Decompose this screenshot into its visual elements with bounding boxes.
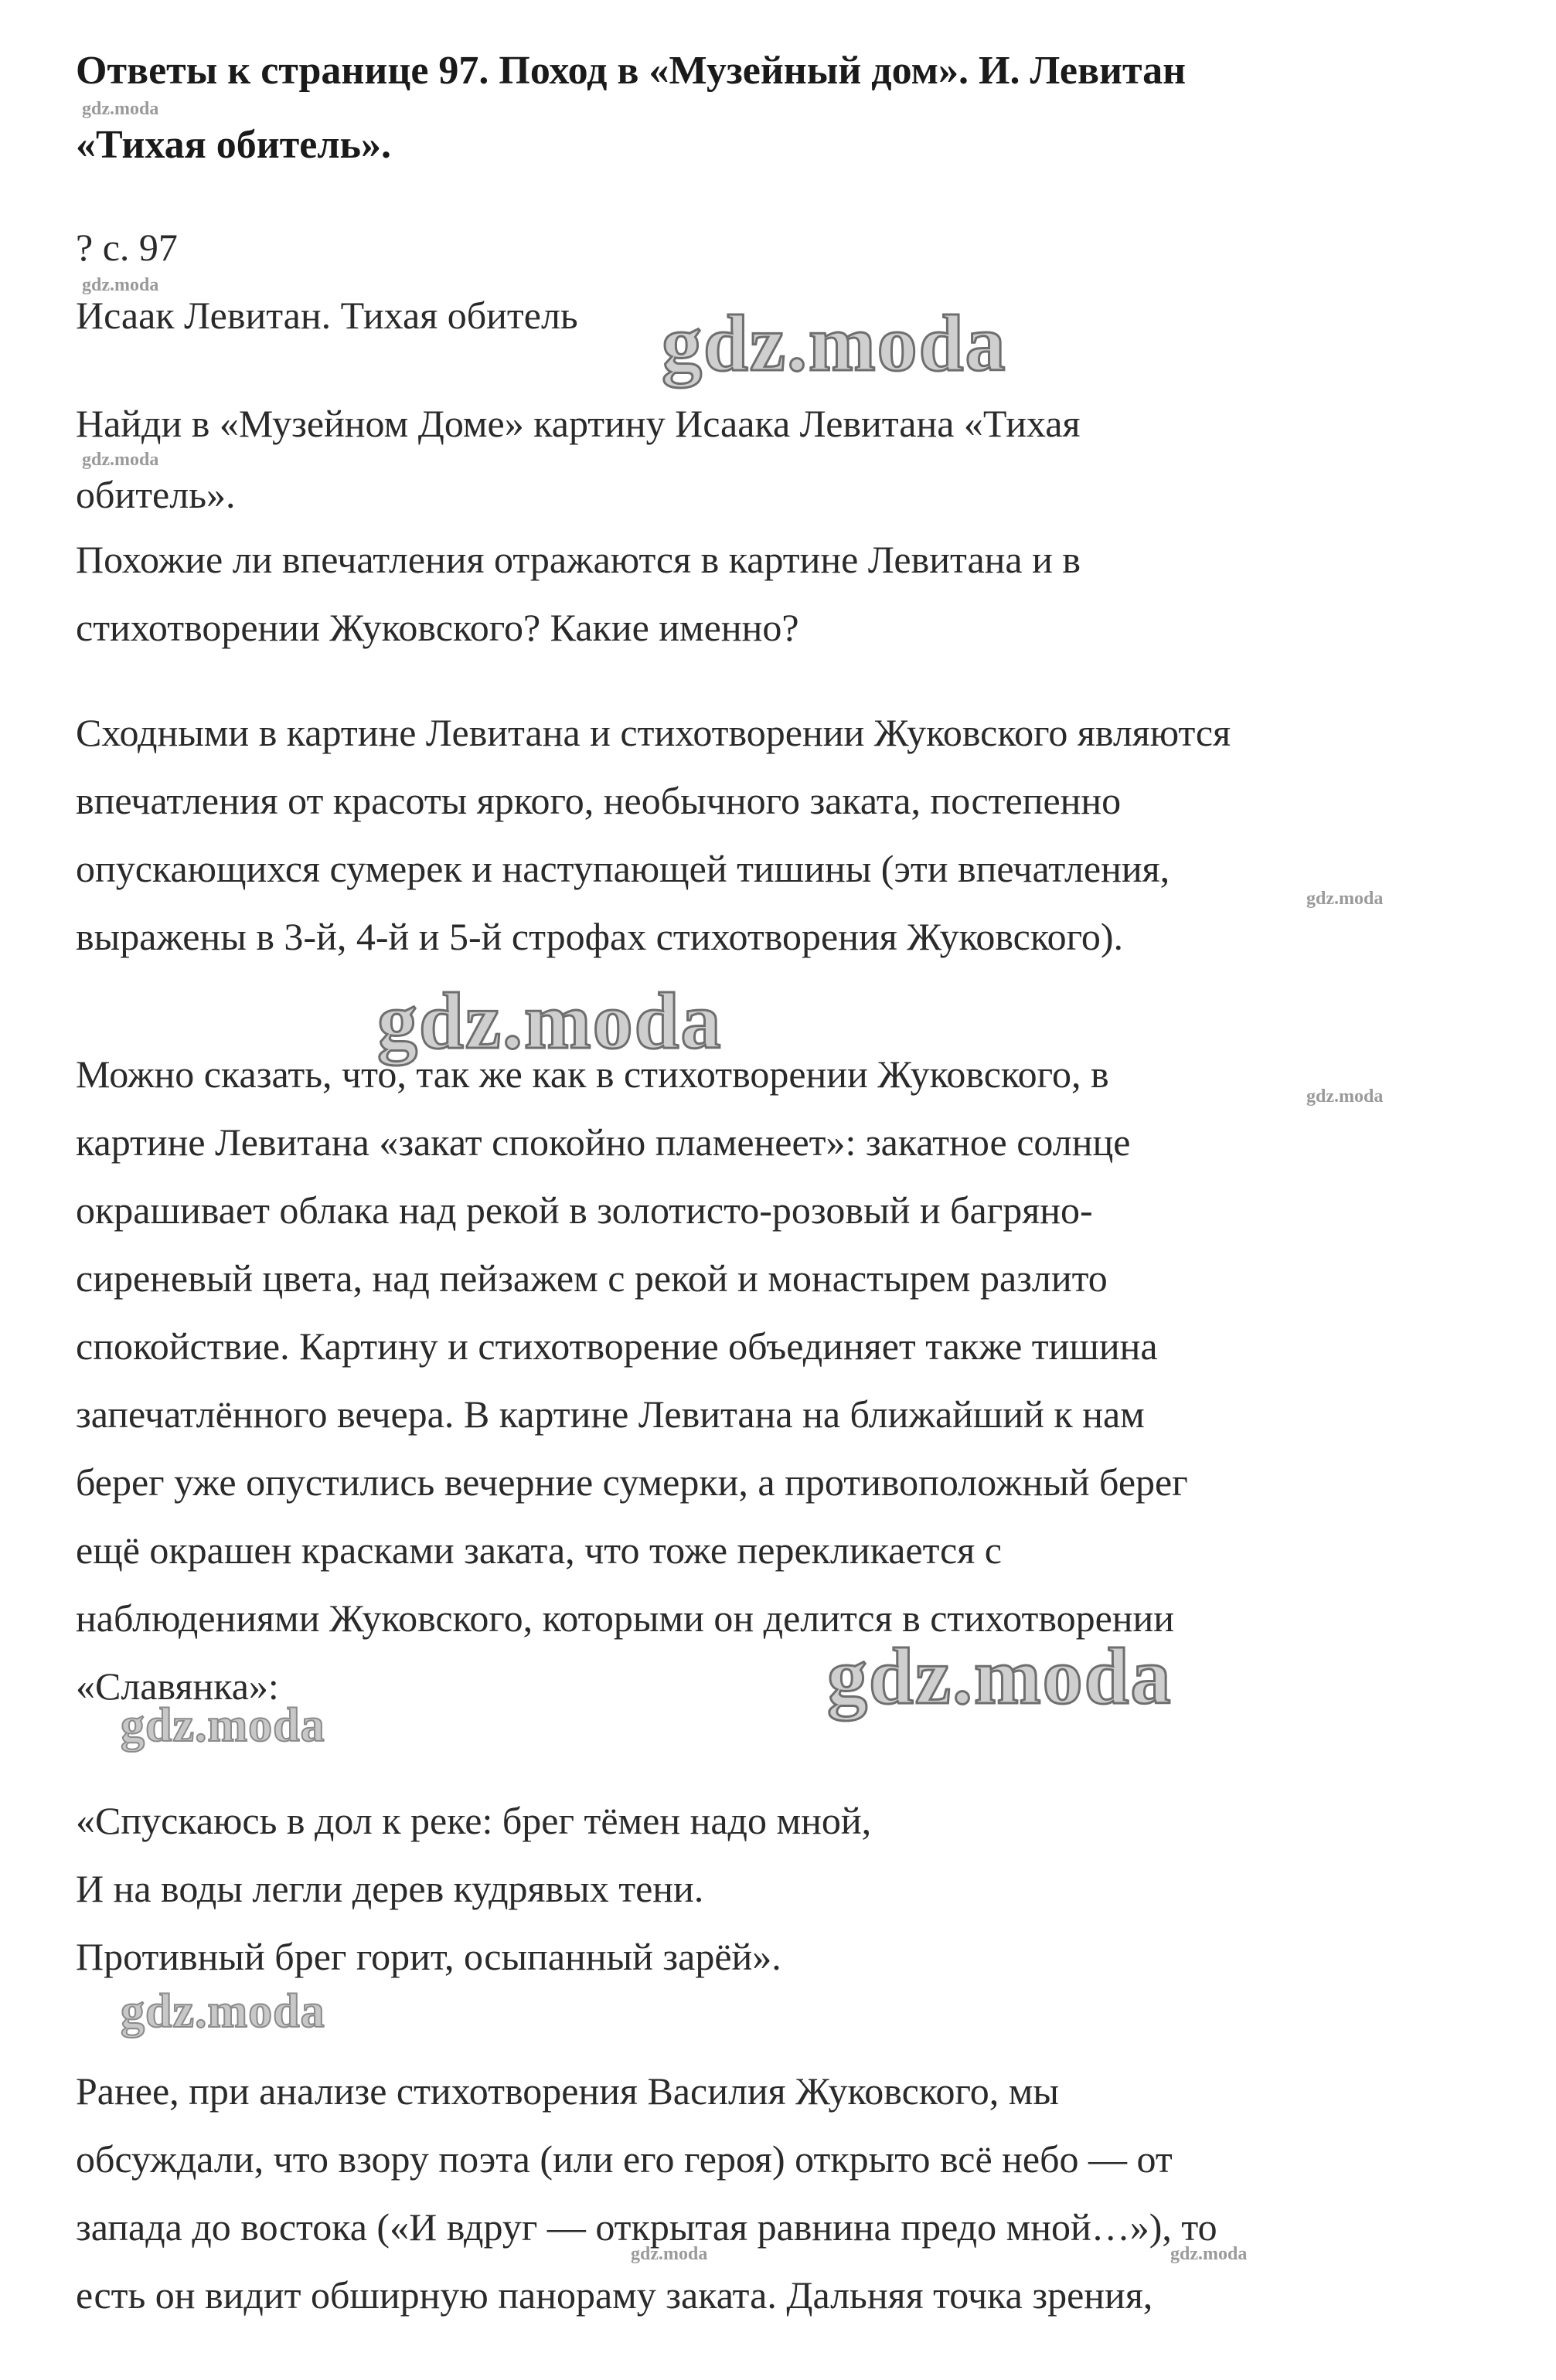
watermark: gdz.moda — [121, 1985, 325, 2038]
answer-line: спокойствие. Картину и стихотворение объединяет также тишина — [76, 1324, 1158, 1368]
artwork-title: Исаак Левитан. Тихая обитель — [76, 294, 578, 337]
answer-line: Можно сказать, что, так же как в стихотворении Жуковского, в — [76, 1052, 1109, 1096]
watermark: gdz.moda — [82, 450, 159, 470]
question-line: Похожие ли впечатления отражаются в картине Левитана и в — [76, 538, 1081, 581]
page-title: Ответы к странице 97. Поход в «Музейный дом». И. Левитан — [76, 49, 1187, 93]
watermark: gdz.moda — [82, 99, 159, 119]
answer-line: «Славянка»: — [76, 1664, 279, 1708]
answer-line: берег уже опустились вечерние сумерки, а противоположный берег — [76, 1460, 1188, 1504]
answer-line: опускающихся сумерек и наступающей тишины (эти впечатления, — [76, 847, 1170, 890]
watermark: gdz.moda — [662, 299, 1007, 388]
answer-line: впечатления от красоты яркого, необычного заката, постепенно — [76, 779, 1122, 822]
answer-line: Сходными в картине Левитана и стихотворении Жуковского являются — [76, 711, 1231, 754]
answer-line: выражены в 3-й, 4-й и 5-й строфах стихотворения Жуковского). — [76, 915, 1124, 958]
answer-line: наблюдениями Жуковского, которыми он делится в стихотворении — [76, 1596, 1175, 1640]
answer-line: сиреневый цвета, над пейзажем с рекой и монастырем разлито — [76, 1256, 1108, 1300]
page-title-continued: «Тихая обитель». — [76, 123, 392, 167]
watermark: gdz.moda — [377, 977, 723, 1066]
watermark: gdz.moda — [82, 275, 159, 295]
watermark: gdz.moda — [631, 2244, 708, 2264]
question-ref: ? с. 97 — [76, 226, 178, 269]
answer-line: окрашивает облака над рекой в золотисто-розовый и багряно- — [76, 1188, 1093, 1232]
watermark: gdz.moda — [1170, 2244, 1248, 2264]
answer-line: запада до востока («И вдруг — открытая равнина предо мной…»), то — [76, 2205, 1217, 2249]
poem-quote-line: Противный брег горит, осыпанный зарёй». — [76, 1935, 781, 1978]
question-line: стихотворении Жуковского? Какие именно? — [76, 606, 799, 649]
watermark: gdz.moda — [1306, 889, 1384, 909]
question-line: обитель». — [76, 473, 236, 516]
answer-line: запечатлённого вечера. В картине Левитана на ближайший к нам — [76, 1392, 1145, 1436]
answer-line: есть он видит обширную панораму заката. Дальняя точка зрения, — [76, 2273, 1153, 2317]
answer-line: картине Левитана «закат спокойно пламенеет»: закатное солнце — [76, 1120, 1131, 1164]
answer-line: Ранее, при анализе стихотворения Василия Жуковского, мы — [76, 2069, 1060, 2113]
poem-quote-line: И на воды легли дерев кудрявых тени. — [76, 1867, 704, 1910]
poem-quote-line: «Спускаюсь в дол к реке: брег тёмен надо мной, — [76, 1799, 872, 1842]
watermark: gdz.moda — [827, 1632, 1173, 1721]
answer-line: обсуждали, что взору поэта (или его героя) открыто всё небо — от — [76, 2137, 1173, 2181]
answer-line: ещё окрашен красками заката, что тоже перекликается с — [76, 1528, 1002, 1572]
question-line: Найди в «Музейном Доме» картину Исаака Левитана «Тихая — [76, 402, 1081, 445]
watermark: gdz.moda — [1306, 1086, 1384, 1107]
watermark: gdz.moda — [121, 1699, 325, 1752]
